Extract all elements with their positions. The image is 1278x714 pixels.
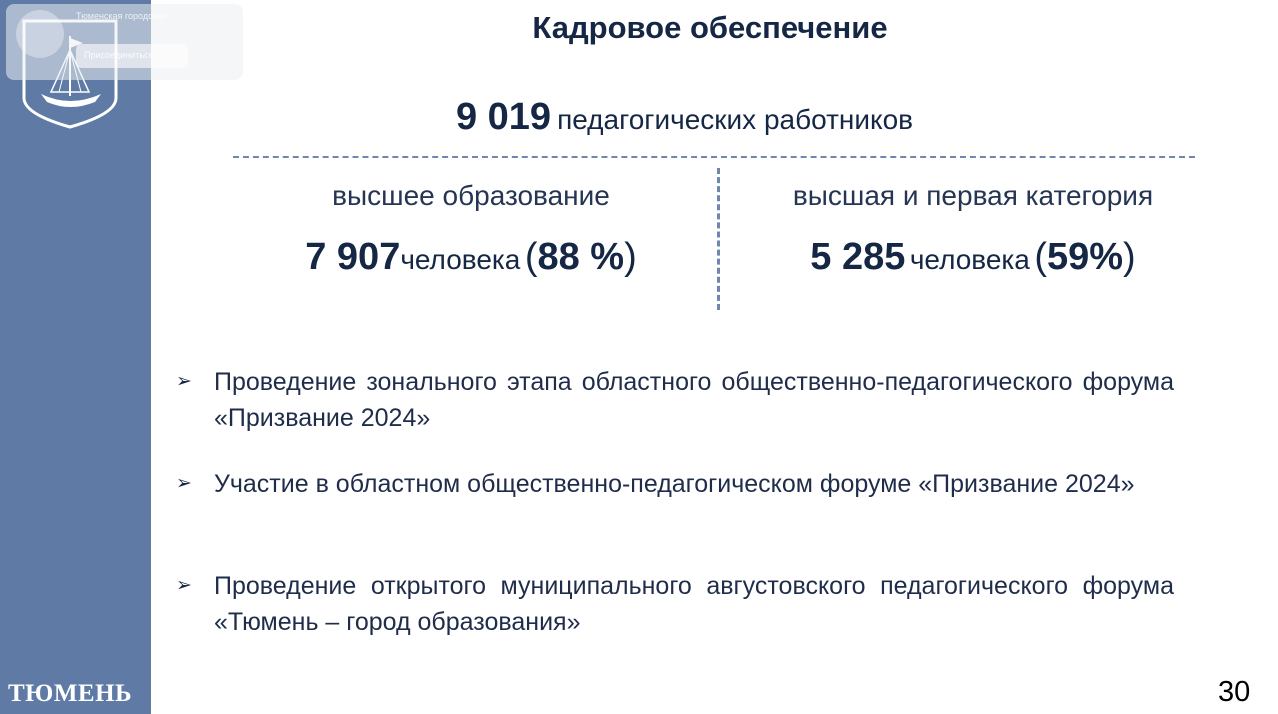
list-item	[176, 568, 1176, 640]
sidebar-brand: ТЮМЕНЬ	[8, 680, 133, 707]
list-item-text: Участие в областном общественно-педагогическом форуме «Призвание 2024»	[214, 470, 1135, 498]
higher-education-stat	[231, 236, 711, 279]
category-stat	[733, 236, 1213, 279]
category-percent: 59%	[1046, 236, 1124, 278]
overlay-title: Тюменская городская	[76, 11, 167, 21]
higher-education-heading: высшее образование	[332, 180, 610, 211]
horizontal-divider	[233, 156, 1195, 158]
vertical-divider	[717, 168, 720, 310]
total-staff	[160, 96, 1209, 139]
page-number: 30	[1218, 676, 1251, 708]
arrow-bullet-icon: ➢	[176, 575, 192, 596]
list-item-text: Проведение зонального этапа областного общественно-педагогического форума «Призвание 2024»	[214, 368, 1174, 432]
list-item	[176, 466, 1176, 502]
category-value: 5 285	[810, 236, 906, 278]
list-item-text: Проведение открытого муниципального августовского педагогического форума «Тюмень – город образования»	[214, 572, 1174, 636]
join-button[interactable]: Присоединиться	[76, 44, 188, 68]
list-item	[176, 364, 1176, 436]
total-number: 9 019	[455, 96, 552, 138]
higher-education-value: 7 907	[305, 236, 401, 278]
paren-close: )	[624, 236, 637, 278]
arrow-bullet-icon: ➢	[176, 473, 192, 494]
sidebar	[0, 0, 151, 714]
paren-open: (	[524, 236, 538, 278]
paren-open: (	[1034, 236, 1047, 278]
higher-education-percent: 88 %	[537, 236, 625, 278]
slide-title: Кадровое обеспечение	[532, 10, 888, 45]
higher-education-unit: человека	[400, 244, 521, 275]
category-heading: высшая и первая категория	[792, 180, 1154, 211]
category-unit: человека	[909, 244, 1030, 275]
arrow-bullet-icon: ➢	[176, 371, 192, 392]
total-label: педагогических работников	[557, 104, 914, 135]
avatar	[16, 10, 64, 58]
paren-close: )	[1123, 236, 1136, 278]
